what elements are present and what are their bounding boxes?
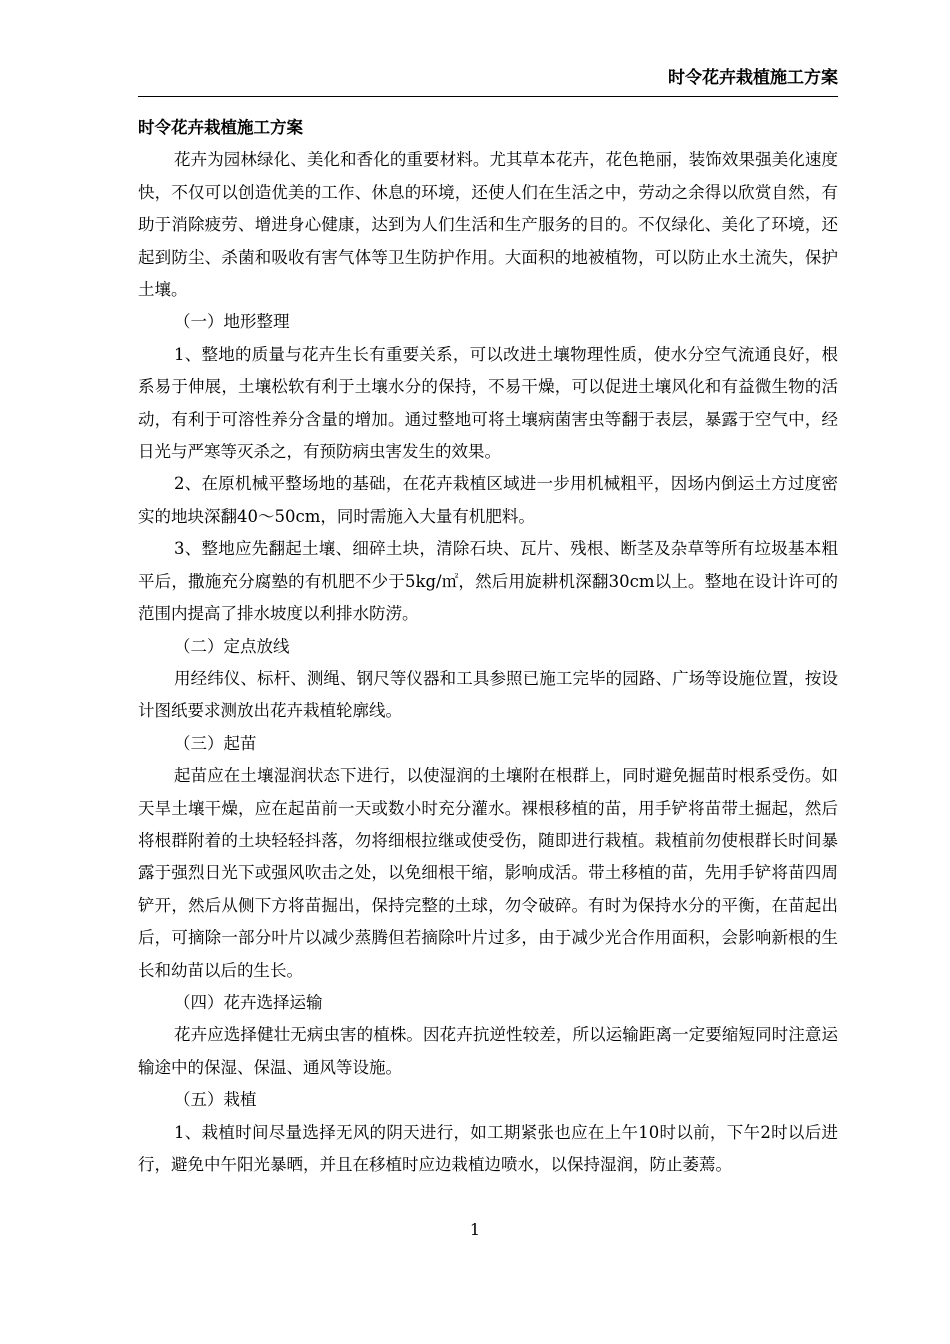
section-heading-lifting: （三）起苗 [174,733,257,753]
paragraph-terrain-3: 3、整地应先翻起土壤、细碎土块，清除石块、瓦片、残根、断茎及杂草等所有垃圾基本粗平后，撒施充分腐塾的有机肥不少于5kg/㎡，然后用旋耕机深翻30cm以上。整地在设计许可的范围内提高了排水坡度以利排水防涝。 [138,539,838,624]
document-title: 时令花卉栽植施工方案 [138,118,303,137]
intro-paragraph: 花卉为园林绿化、美化和香化的重要材料。尤其草本花卉，花色艳丽，装饰效果强美化速度快，不仅可以创造优美的工作、休息的环境，还使人们在生活之中，劳动之余得以欣赏自然，有助于消除疲劳、增进身心健康，达到为人们生活和生产服务的目的。不仅绿化、美化了环境，还起到防尘、杀菌和吸收有害气体等卫生防护作用。大面积的地被植物，可以防止水土流失，保护土壤。 [138,150,838,300]
document-body [138,112,838,1181]
paragraph-layout: 用经纬仪、标杆、测绳、钢尺等仪器和工具参照已施工完毕的园路、广场等设施位置，按设计图纸要求测放出花卉栽植轮廓线。 [138,668,838,721]
section-heading-planting: （五）栽植 [174,1090,257,1110]
page-number: 1 [469,1220,481,1239]
paragraph-lifting: 起苗应在土壤湿润状态下进行，以使湿润的土壤附在根群上，同时避免掘苗时根系受伤。如天旱土壤干燥，应在起苗前一天或数小时充分灌水。裸根移植的苗，用手铲将苗带土掘起，然后将根群附着的土块轻轻抖落，勿将细根拉继或使受伤，随即进行栽植。栽植前勿使根群长时间暴露于强烈日光下或强风吹击之处，以免细根干缩，影响成活。带土移植的苗，先用手铲将苗四周铲开，然后从侧下方将苗掘出，保持完整的土球，勿令破碎。有时为保持水分的平衡，在苗起出后，可摘除一部分叶片以减少蒸腾但若摘除叶片过多，由于减少光合作用面积，会影响新根的生长和幼苗以后的生长。 [138,766,838,980]
section-heading-transport: （四）花卉选择运输 [174,992,323,1012]
header-rule [138,96,838,97]
paragraph-terrain-2: 2、在原机械平整场地的基础，在花卉栽植区域进一步用机械粗平，因场内倒运土方过度密实的地块深翻40～50cm，同时需施入大量有机肥料。 [138,474,838,526]
paragraph-terrain-1: 1、整地的质量与花卉生长有重要关系，可以改进土壤物理性质，使水分空气流通良好，根系易于伸展，土壤松软有利于土壤水分的保持，不易干燥，可以促进土壤风化和有益微生物的活动，有利于可溶性养分含量的增加。通过整地可将土壤病菌害虫等翻于表层，暴露于空气中，经日光与严寒等灭杀之，有预防病虫害发生的效果。 [138,344,838,462]
section-heading-terrain: （一）地形整理 [174,312,290,332]
paragraph-transport: 花卉应选择健壮无病虫害的植株。因花卉抗逆性较差，所以运输距离一定要缩短同时注意运输途中的保湿、保温、通风等设施。 [138,1025,838,1077]
running-header: 时令花卉栽植施工方案 [668,68,838,88]
section-heading-layout: （二）定点放线 [174,636,290,656]
paragraph-planting-1: 1、栽植时间尽量选择无风的阴天进行，如工期紧张也应在上午10时以前，下午2时以后进行，避免中午阳光暴晒，并且在移植时应边栽植边喷水，以保持湿润，防止萎蔫。 [138,1122,838,1174]
